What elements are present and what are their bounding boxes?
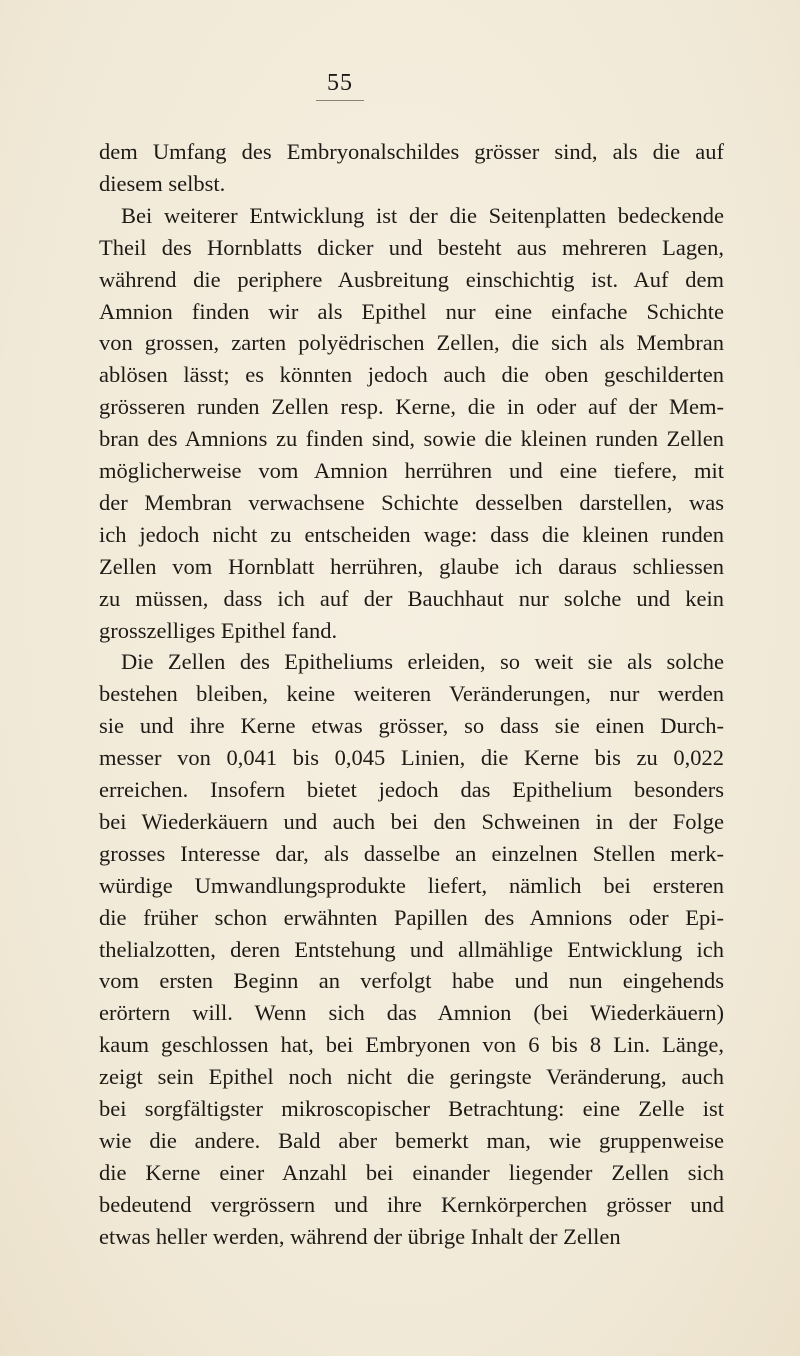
- text-line: würdige Umwandlungsprodukte liefert, nämlich bei ersteren: [99, 872, 724, 898]
- text-line: während die periphere Ausbreitung einschichtig ist. Auf dem: [99, 266, 724, 292]
- text-line: wie die andere. Bald aber bemerkt man, wie gruppenweise: [99, 1127, 724, 1153]
- text-line: Die Zellen des Epitheliums erleiden, so weit sie als solche: [121, 649, 724, 675]
- text-line: ablösen lässt; es könnten jedoch auch die oben geschilderten: [99, 362, 724, 388]
- page-number: 55: [327, 70, 353, 96]
- text-line: dem Umfang des Embryonalschildes grösser sind, als die auf: [99, 139, 724, 164]
- text-line: zu müssen, dass ich auf der Bauchhaut nur solche und kein: [99, 585, 724, 611]
- text-line: messer von 0,041 bis 0,045 Linien, die Kerne bis zu 0,022: [99, 745, 724, 771]
- text-line: kaum geschlossen hat, bei Embryonen von 6 bis 8 Lin. Länge,: [99, 1032, 724, 1058]
- text-line: bei sorgfältigster mikroscopischer Betrachtung: eine Zelle ist: [99, 1096, 724, 1121]
- text-line: bedeutend vergrössern und ihre Kernkörperchen grösser und: [99, 1191, 724, 1217]
- text-line: von grossen, zarten polyëdrischen Zellen, die sich als Membran: [99, 330, 724, 356]
- text-line: thelialzotten, deren Entstehung und allmählige Entwicklung ich: [99, 936, 724, 962]
- text-line: etwas heller werden, während der übrige Inhalt der Zellen: [99, 1223, 621, 1249]
- text-line: grosszelliges Epithel fand.: [99, 617, 338, 643]
- text-line: bestehen bleiben, keine weiteren Veränderungen, nur werden: [99, 681, 724, 707]
- text-line: grösseren runden Zellen resp. Kerne, die in oder auf der Mem-: [99, 394, 724, 420]
- text-line: erörtern will. Wenn sich das Amnion (bei Wiederkäuern): [99, 1000, 724, 1026]
- text-line: die früher schon erwähnten Papillen des Amnions oder Epi-: [99, 904, 724, 930]
- text-line: möglicherweise vom Amnion herrühren und eine tiefere, mit: [99, 458, 724, 483]
- text-line: diesem selbst.: [99, 170, 226, 196]
- text-line: erreichen. Insofern bietet jedoch das Epithelium besonders: [99, 777, 724, 802]
- text-line: sie und ihre Kerne etwas grösser, so dass sie einen Durch-: [99, 713, 724, 739]
- text-line: grosses Interesse dar, als dasselbe an einzelnen Stellen merk-: [99, 840, 724, 866]
- text-line: Amnion finden wir als Epithel nur eine einfache Schichte: [99, 298, 724, 324]
- text-line: zeigt sein Epithel noch nicht die geringste Veränderung, auch: [99, 1064, 724, 1090]
- text-line: bran des Amnions zu finden sind, sowie die kleinen runden Zellen: [99, 426, 724, 452]
- text-line: ich jedoch nicht zu entscheiden wage: dass die kleinen runden: [99, 521, 724, 547]
- text-line: Theil des Hornblatts dicker und besteht aus mehreren Lagen,: [99, 234, 724, 260]
- text-line: Zellen vom Hornblatt herrühren, glaube ich daraus schliessen: [99, 553, 724, 579]
- text-line: bei Wiederkäuern und auch bei den Schweinen in der Folge: [99, 808, 724, 834]
- text-line: der Membran verwachsene Schichte desselben darstellen, was: [99, 489, 724, 515]
- page-number-rule: [316, 100, 364, 101]
- text-line: vom ersten Beginn an verfolgt habe und nun eingehends: [99, 968, 724, 994]
- text-line: Bei weiterer Entwicklung ist der die Seitenplatten bedeckende: [121, 202, 724, 228]
- text-line: die Kerne einer Anzahl bei einander liegender Zellen sich: [99, 1159, 724, 1185]
